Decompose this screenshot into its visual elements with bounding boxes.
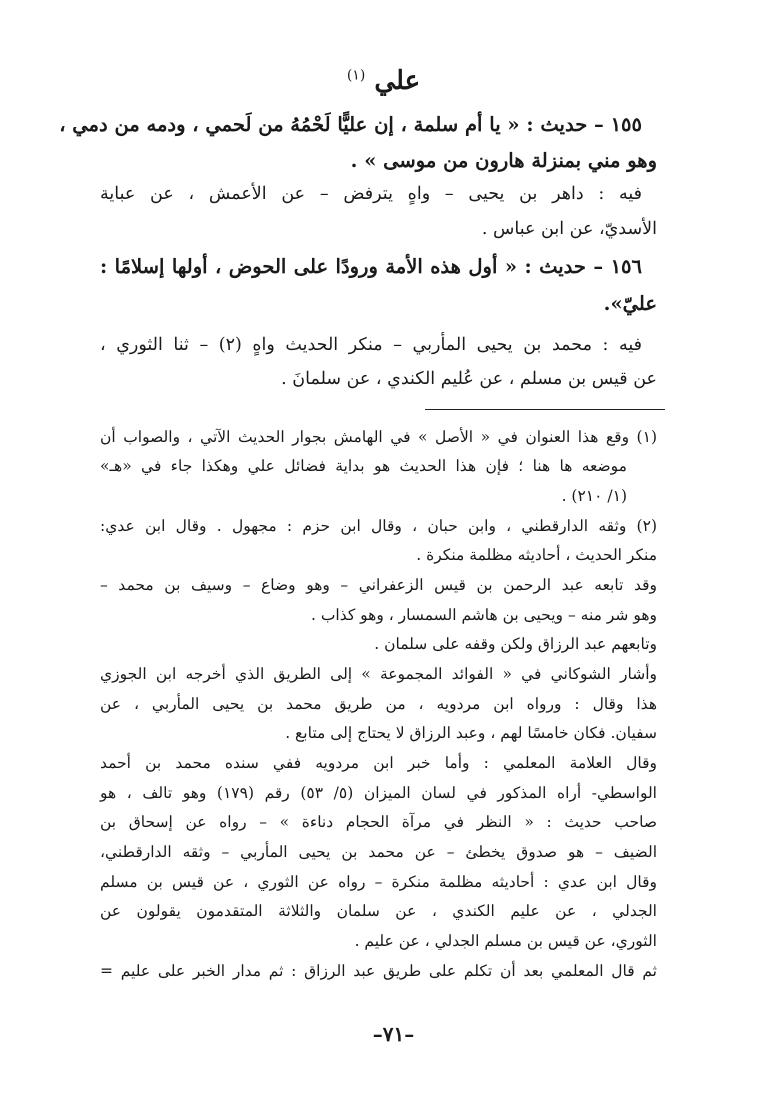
hadith-155-line-1: ١٥٥ – حديث : « يا أم سلمة ، إن عليًّا لَحْمُهُ من لَحمي ، ودمه من دمي ، bbox=[59, 113, 642, 136]
section-title bbox=[0, 66, 757, 96]
footnote-2-line-6: وأشار الشوكاني في « الفوائد المجموعة » إلى الطريق الذي أخرجه ابن الجوزي bbox=[100, 665, 657, 683]
footnote-separator bbox=[425, 409, 665, 410]
footnote-2-line-9: وقال العلامة المعلمي : وأما خبر ابن مردويه ففي سنده محمد بن أحمد bbox=[100, 754, 657, 772]
footnote-ref-1: (١) bbox=[346, 67, 366, 84]
footnote-2-line-2: منكر الحديث ، أحاديثه مظلمة منكرة . bbox=[416, 546, 657, 564]
footnote-2-line-16: ثم قال المعلمي بعد أن تكلم على طريق عبد الرزاق : ثم مدار الخبر على عليم = bbox=[100, 962, 657, 980]
footnote-1-line-3: (١/ ٢١٠) . bbox=[561, 487, 627, 505]
hadith-156-isnad-line-1: فيه : محمد بن يحيى المأربي – منكر الحديث واهٍ (٢) – ثنا الثوري ، bbox=[100, 335, 642, 355]
footnote-2-line-11: صاحب حديث : « النظر في مرآة الحجام دناءة » – رواه عن إسحاق بن bbox=[100, 813, 657, 831]
footnote-2-line-8: سفيان. فكان خامسًا لهم ، وعبد الرزاق لا يحتاج إلى متابع . bbox=[285, 724, 657, 742]
footnote-2-line-7: هذا وقال : ورواه ابن مردويه ، من طريق محمد بن يحيى المأربي ، عن bbox=[100, 695, 657, 713]
hadith-155-isnad-line-1: فيه : داهر بن يحيى – واهٍ يترفض – عن الأعمش ، عن عباية bbox=[100, 184, 642, 204]
footnote-2-line-5: وتابعهم عبد الرزاق ولكن وقفه على سلمان . bbox=[374, 635, 657, 653]
footnote-2-line-14: الجدلي ، عن عليم الكندي ، عن سلمان والثلاثة المتقدمون يقولون عن bbox=[100, 902, 657, 920]
footnote-2-line-1: (٢) وثقه الدارقطني ، وابن حبان ، وقال ابن حزم : مجهول . وقال ابن عدي: bbox=[100, 517, 657, 535]
page-number: –٧١– bbox=[372, 1022, 415, 1046]
footnote-1-line-2: موضعه ها هنا ؛ فإن هذا الحديث هو بداية فضائل علي وهكذا جاء في «هـ» bbox=[100, 457, 627, 475]
hadith-156-line-2: عليّ». bbox=[603, 292, 657, 315]
footnote-2-line-10: الواسطي- أراه المذكور في لسان الميزان (٥/ ٥٣) رقم (١٧٩) وهو تالف ، هو bbox=[100, 784, 657, 802]
section-title-text: علي bbox=[374, 66, 421, 96]
hadith-155-line-2: وهو مني بمنزلة هارون من موسى » . bbox=[350, 149, 657, 172]
footnote-2-line-13: وقال ابن عدي : أحاديثه مظلمة منكرة – رواه عن الثوري ، عن قيس بن مسلم bbox=[100, 873, 657, 891]
footnote-1-line-1: (١) وقع هذا العنوان في « الأصل » في الهامش بجوار الحديث الآتي ، والصواب أن bbox=[100, 428, 657, 446]
hadith-155-isnad-line-2: الأسديّ، عن ابن عباس . bbox=[481, 219, 657, 239]
hadith-156-line-1: ١٥٦ – حديث : « أول هذه الأمة ورودًا على الحوض ، أولها إسلامًا : bbox=[100, 255, 642, 278]
footnote-2-line-3: وقد تابعه عبد الرحمن بن قيس الزعفراني – وهو وضاع – وسيف بن محمد – bbox=[100, 576, 657, 594]
footnote-2-line-12: الضيف – هو صدوق يخطئ – عن محمد بن يحيى المأربي – وثقه الدارقطني، bbox=[100, 843, 657, 861]
footnote-2-line-4: وهو شر منه – ويحيى بن هاشم السمسار ، وهو كذاب . bbox=[310, 606, 657, 624]
footnote-2-line-15: الثوري، عن قيس بن مسلم الجدلي ، عن عليم . bbox=[354, 932, 657, 950]
hadith-156-isnad-line-2: عن قيس بن مسلم ، عن عُليم الكندي ، عن سلمانَ . bbox=[281, 369, 657, 389]
